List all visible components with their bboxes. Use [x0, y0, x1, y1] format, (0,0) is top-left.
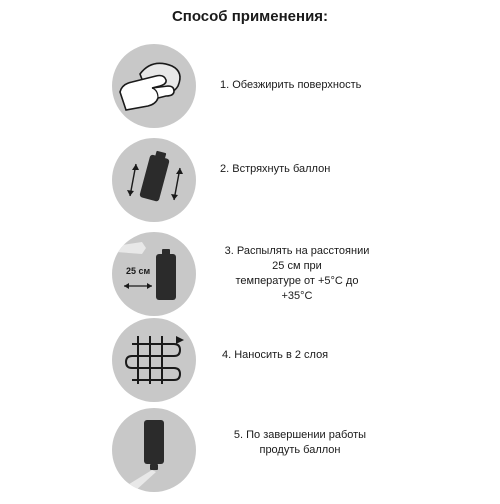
step-2-text: 2. Встряхнуть баллон — [220, 163, 331, 175]
step-2 — [0, 138, 500, 234]
step-4-text: 4. Наносить в 2 слоя — [222, 349, 329, 361]
shake-can-icon — [112, 138, 196, 222]
purge-can-icon — [112, 408, 196, 492]
two-layers-icon — [112, 318, 196, 402]
step-3-text: 3. Распылять на расстоянии 25 см при температуре от +5°С до +35°С — [224, 245, 370, 302]
step-1 — [0, 44, 500, 140]
wipe-surface-icon — [112, 44, 196, 128]
step-5 — [0, 408, 500, 504]
step-3 — [0, 232, 500, 328]
step-5-text: 5. По завершении работы продуть баллон — [233, 429, 367, 456]
spray-distance-icon — [112, 232, 196, 316]
page-title: Способ применения: — [171, 8, 329, 25]
step-4 — [0, 318, 500, 414]
distance-label: 25 см — [126, 266, 151, 276]
step-1-text: 1. Обезжирить поверхность — [220, 79, 362, 91]
